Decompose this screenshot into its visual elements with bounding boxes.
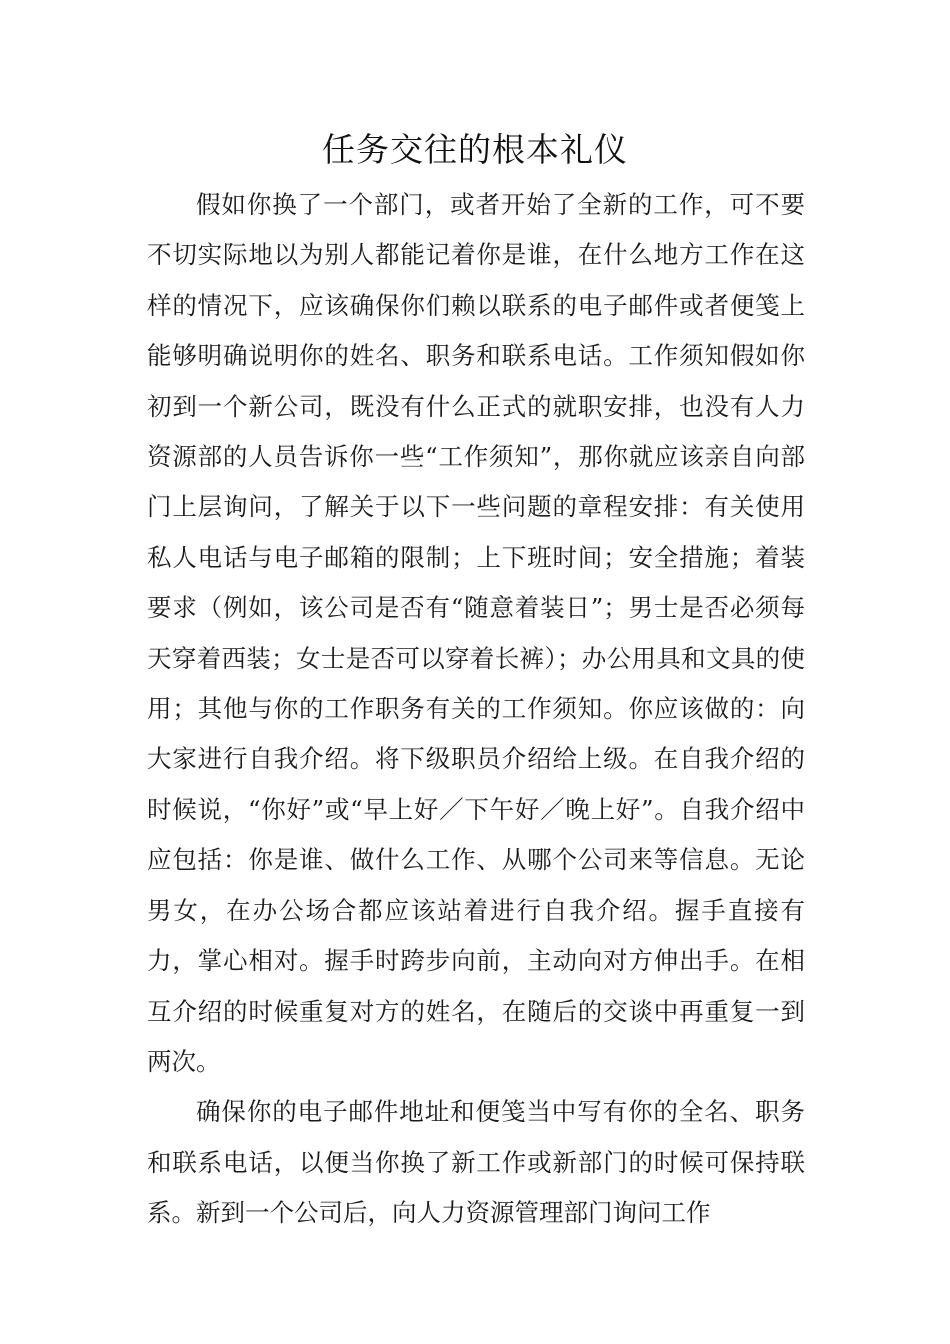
document-body [147,180,805,1239]
paragraph: 确保你的电子邮件地址和便笺当中写有你的全名、职务和联系电话，以便当你换了新工作或新部门的时候可保持联系。新到一个公司后，向人力资源管理部门询问工作 [147,1097,805,1228]
document-title: 任务交往的根本礼仪 [322,130,628,169]
paragraph: 假如你换了一个部门，或者开始了全新的工作，可不要不切实际地以为别人都能记着你是谁，在什么地方工作在这样的情况下，应该确保你们赖以联系的电子邮件或者便笺上能够明确说明你的姓名、职务和联系电话。工作须知假如你初到一个新公司，既没有什么正式的就职安排，也没有人力资源部的人员告诉你一些“工作须知”，那你就应该亲自向部门上层询问，了解关于以下一些问题的章程安排：有关使用私人电话与电子邮箱的限制；上下班时间；安全措施；着装要求（例如，该公司是否有“随意着装日”；男士是否必须每天穿着西装；女士是否可以穿着长裤）；办公用具和文具的使用；其他与你的工作职务有关的工作须知。你应该做的：向大家进行自我介绍。将下级职员介绍给上级。在自我介绍的时候说，“你好”或“早上好／下午好／晚上好”。自我介绍中应包括：你是谁、做什么工作、从哪个公司来等信息。无论男女，在办公场合都应该站着进行自我介绍。握手直接有力，掌心相对。握手时跨步向前，主动向对方伸出手。在相互介绍的时候重复对方的姓名，在随后的交谈中再重复一到两次。 [147,190,805,1076]
